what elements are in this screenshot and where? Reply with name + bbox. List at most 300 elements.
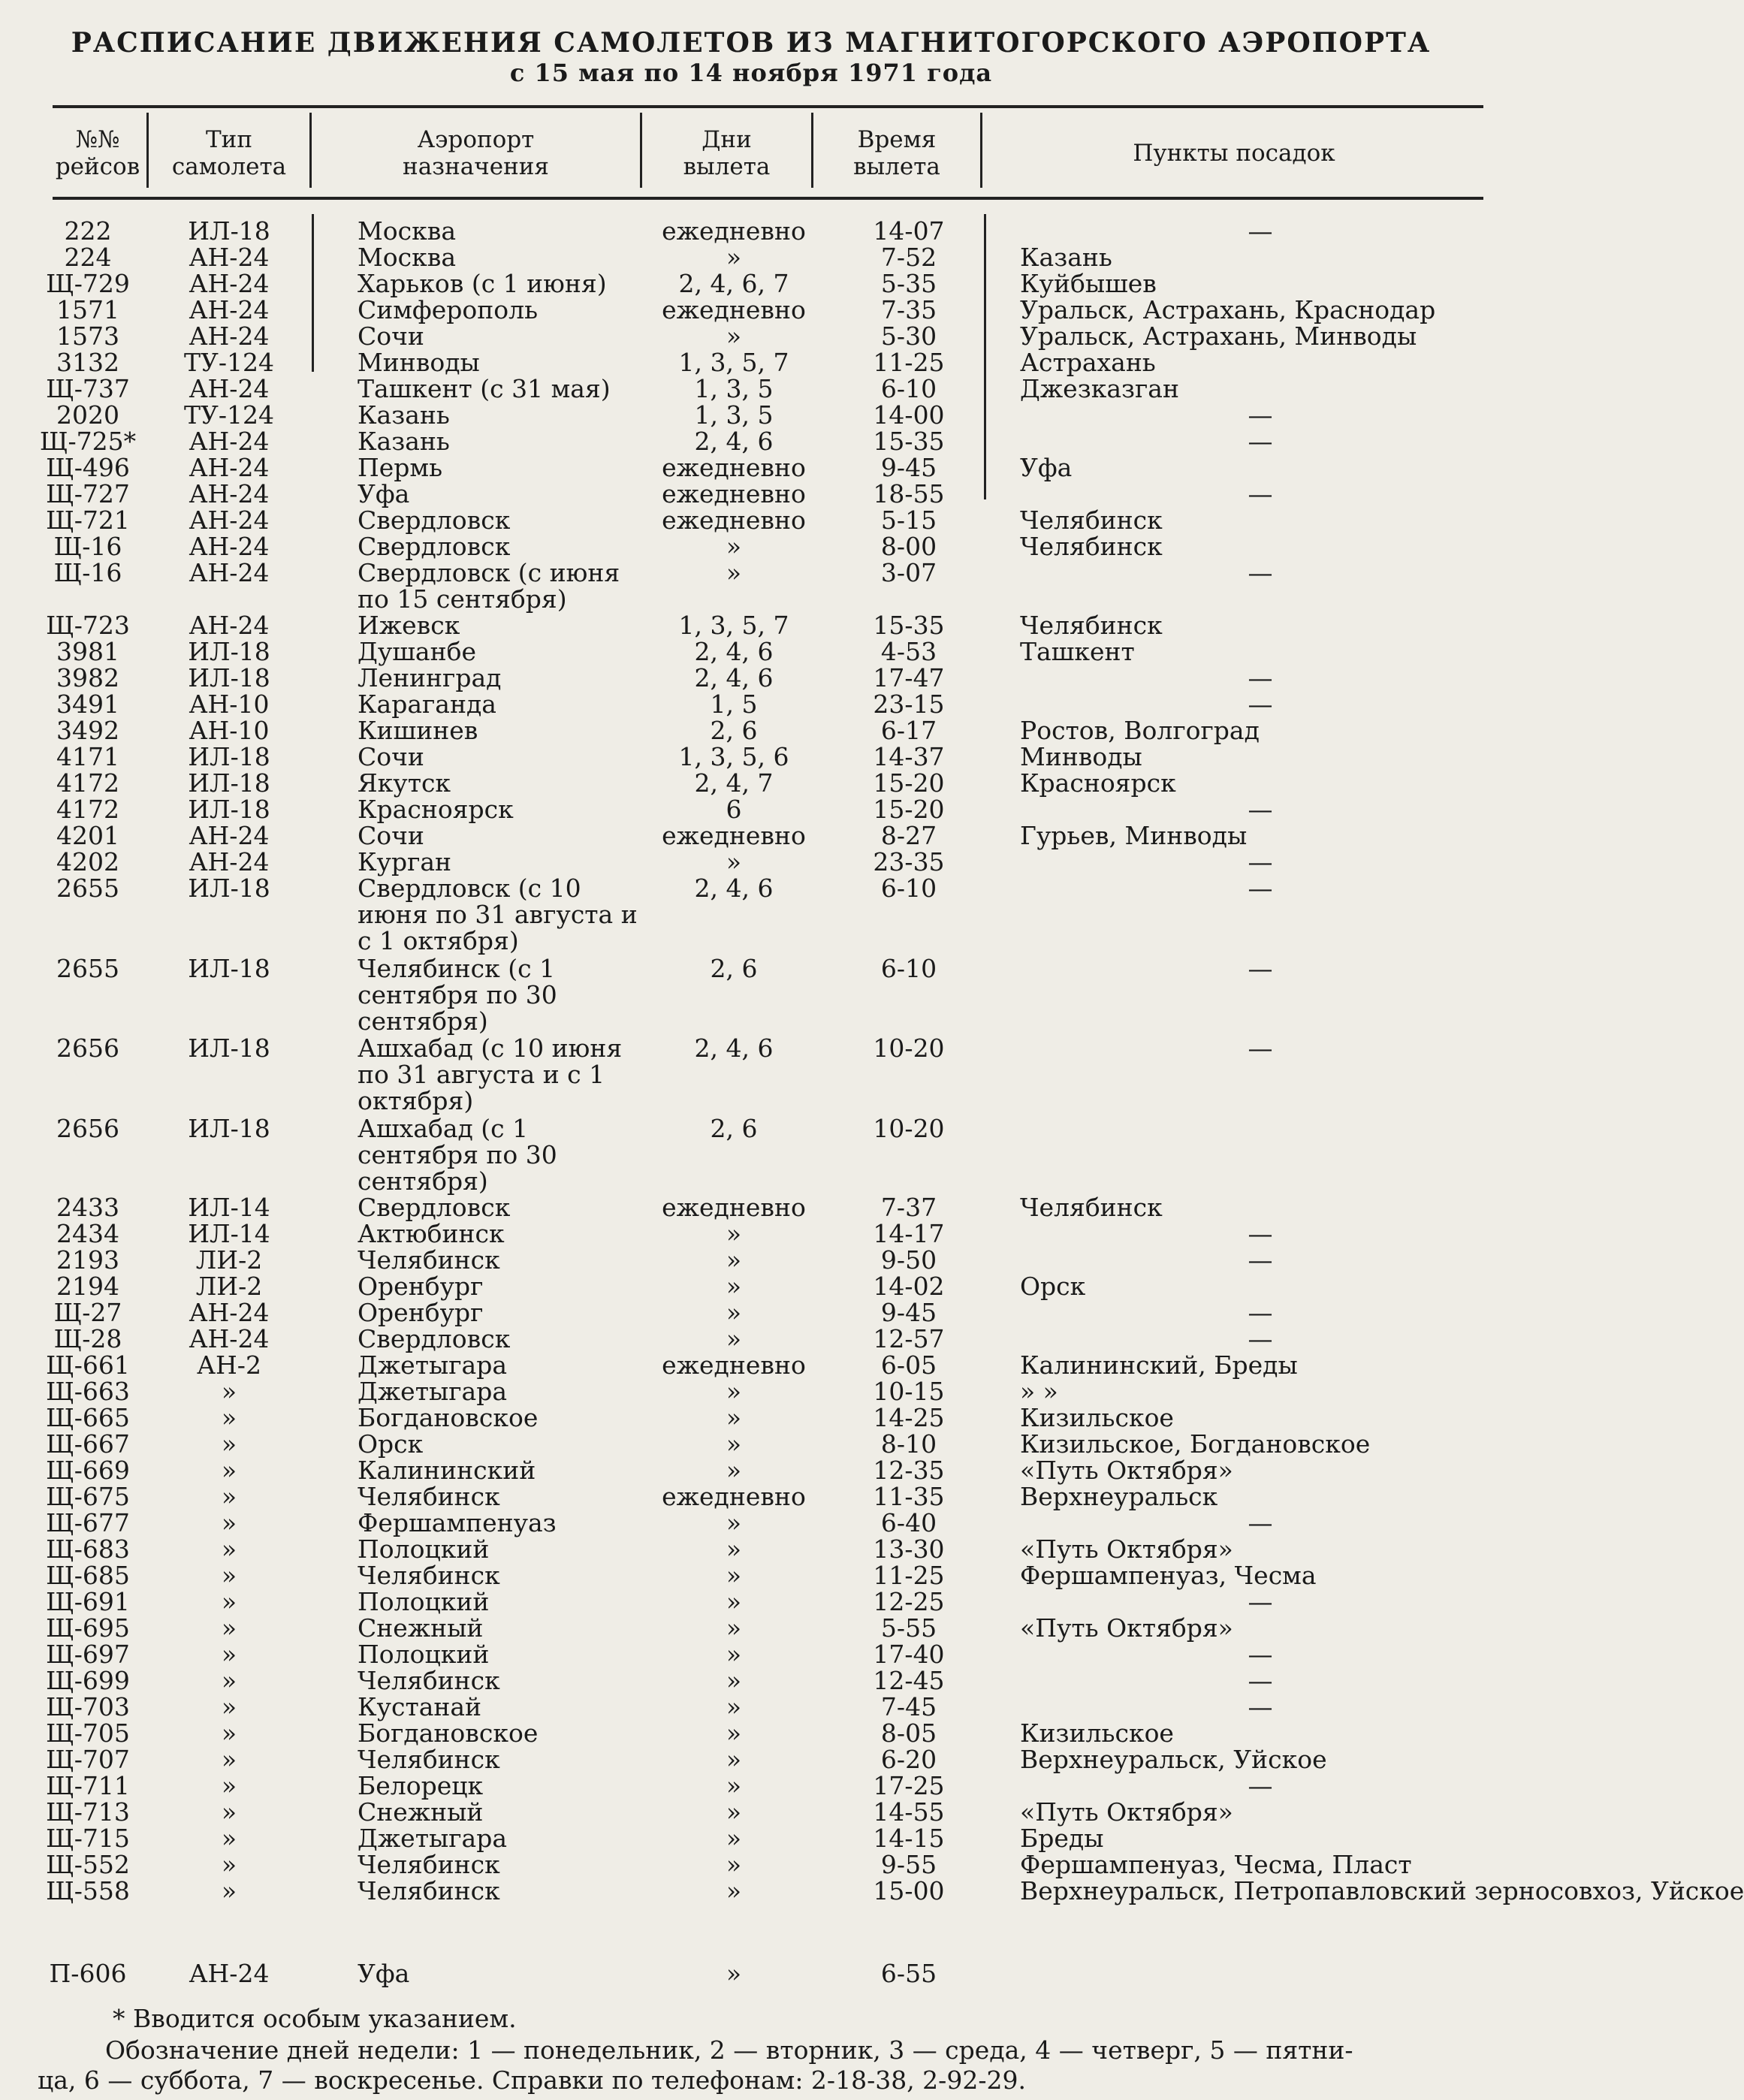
cell-departure-time: 6-10 [880,873,937,903]
cell-departure-time: 17-40 [873,1640,945,1669]
cell-departure-days: 2, 4, 7 [694,768,774,798]
cell-stops: — [1248,1219,1273,1248]
cell-destination: Джетыгара [358,1350,507,1380]
cell-departure-time: 14-37 [873,742,945,771]
cell-departure-time: 8-27 [880,821,937,850]
cell-destination: Красноярск [358,795,514,824]
cell-flight-number: Щ-737 [46,374,130,403]
cell-aircraft-type: АН-24 [189,1298,270,1327]
cell-departure-days: ежедневно [662,1350,806,1380]
cell-departure-time: 17-25 [873,1771,945,1800]
cell-stops: Минводы [1020,742,1142,771]
cell-aircraft-type: ИЛ-18 [188,954,270,983]
cell-stops: «Путь Октября» [1020,1534,1233,1564]
cell-flight-number: 4172 [56,795,119,824]
cell-departure-days: » [726,1508,742,1537]
cell-departure-time: 6-05 [880,1350,937,1380]
cell-flight-number: Щ-711 [46,1771,130,1800]
cell-flight-number: Щ-27 [53,1298,122,1327]
cell-flight-number: Щ-16 [53,532,122,561]
cell-flight-number: Щ-691 [46,1587,130,1616]
cell-destination: Челябинск [358,1666,500,1695]
cell-aircraft-type: АН-24 [189,243,270,272]
cell-destination: Калининский [358,1456,536,1485]
cell-aircraft-type: АН-24 [189,374,270,403]
cell-departure-time: 10-20 [873,1033,945,1063]
cell-aircraft-type: ИЛ-14 [188,1219,270,1248]
cell-departure-days: ежедневно [662,1482,806,1511]
header-top-rule [53,105,1483,108]
cell-departure-days: 1, 3, 5, 7 [678,611,789,640]
cell-aircraft-type: » [221,1797,237,1827]
cell-departure-time: 7-52 [880,243,937,272]
cell-departure-days: ежедневно [662,1193,806,1222]
cell-flight-number: Щ-703 [46,1692,130,1721]
cell-departure-days: 2, 4, 6 [694,1033,774,1063]
cell-stops: — [1248,795,1273,824]
cell-destination: Казань [358,427,450,456]
cell-stops: Красноярск [1020,768,1176,798]
cell-flight-number: 4172 [56,768,119,798]
cell-departure-time: 6-20 [880,1745,937,1774]
cell-flight-number: 3982 [56,663,119,692]
cell-stops: Верхнеуральск, Уйское [1020,1745,1327,1774]
cell-departure-time: 6-55 [880,1959,937,1988]
cell-flight-number: Щ-28 [53,1324,122,1353]
cell-flight-number: Щ-695 [46,1613,130,1643]
cell-flight-number: Щ-661 [46,1350,130,1380]
cell-flight-number: 224 [64,243,112,272]
cell-departure-time: 6-40 [880,1508,937,1537]
cell-aircraft-type: » [221,1377,237,1406]
cell-aircraft-type: АН-24 [189,269,270,298]
page-title: РАСПИСАНИЕ ДВИЖЕНИЯ САМОЛЕТОВ ИЗ МАГНИТОГОРСКОГО АЭРОПОРТА [71,27,1432,59]
cell-stops: Кизильское, Богдановское [1020,1429,1371,1459]
cell-aircraft-type: АН-10 [189,689,270,719]
cell-aircraft-type: ТУ-124 [184,400,274,430]
cell-stops: «Путь Октября» [1020,1456,1233,1485]
cell-flight-number: 1571 [56,295,119,324]
cell-aircraft-type: » [221,1718,237,1748]
cell-departure-days: 1, 5 [710,689,758,719]
cell-aircraft-type: ИЛ-14 [188,1193,270,1222]
cell-aircraft-type: АН-2 [197,1350,261,1380]
cell-departure-days: ежедневно [662,821,806,850]
cell-stops: » » [1020,1377,1058,1406]
cell-departure-time: 23-35 [873,847,945,877]
cell-flight-number: Щ-665 [46,1403,130,1432]
cell-aircraft-type: » [221,1561,237,1590]
cell-stops: Фершампенуаз, Чесма [1020,1561,1317,1590]
cell-flight-number: Щ-675 [46,1482,130,1511]
cell-departure-days: » [726,1561,742,1590]
cell-departure-time: 7-45 [880,1692,937,1721]
cell-departure-time: 12-57 [873,1324,945,1353]
cell-destination: Москва [358,243,457,272]
cell-destination: Челябинск [358,1876,500,1905]
cell-flight-number: Щ-677 [46,1508,130,1537]
cell-departure-time: 8-10 [880,1429,937,1459]
cell-stops: — [1248,400,1273,430]
cell-departure-days: » [726,1324,742,1353]
cell-aircraft-type: ИЛ-18 [188,873,270,903]
cell-destination: Полоцкий [358,1534,490,1564]
cell-stops: Гурьев, Минводы [1020,821,1248,850]
cell-departure-time: 15-35 [873,611,945,640]
cell-aircraft-type: » [221,1640,237,1669]
cell-stops: — [1248,216,1273,246]
cell-departure-time: 14-17 [873,1219,945,1248]
cell-destination: Полоцкий [358,1587,490,1616]
cell-departure-days: » [726,1692,742,1721]
cell-destination: Сочи [358,321,424,351]
cell-aircraft-type: » [221,1824,237,1853]
cell-departure-days: 6 [726,795,742,824]
cell-destination: Уфа [358,1959,410,1988]
cell-flight-number: 2194 [56,1272,119,1301]
cell-flight-number: Щ-723 [46,611,130,640]
cell-destination: Фершампенуаз [358,1508,557,1537]
cell-destination: Джетыгара [358,1377,507,1406]
cell-flight-number: 3981 [56,637,119,666]
cell-destination: Челябинск [358,1745,500,1774]
cell-departure-time: 12-25 [873,1587,945,1616]
cell-departure-days: » [726,1298,742,1327]
cell-stops: — [1248,427,1273,456]
cell-destination: Ашхабад (с 1 сентября по 30 сентября) [358,1114,557,1196]
cell-destination: Богдановское [358,1718,539,1748]
cell-aircraft-type: » [221,1613,237,1643]
cell-aircraft-type: АН-24 [189,1959,270,1988]
cell-stops: Челябинск [1020,505,1163,535]
cell-departure-days: » [726,1377,742,1406]
cell-flight-number: 3132 [56,348,119,377]
cell-destination: Свердловск [358,532,511,561]
cell-departure-days: » [726,1959,742,1988]
cell-aircraft-type: » [221,1666,237,1695]
cell-stops: Кизильское [1020,1403,1174,1432]
cell-destination: Харьков (с 1 июня) [358,269,607,298]
cell-departure-time: 5-35 [880,269,937,298]
cell-departure-time: 23-15 [873,689,945,719]
cell-flight-number: Щ-697 [46,1640,130,1669]
cell-stops: — [1248,1508,1273,1537]
cell-departure-time: 5-30 [880,321,937,351]
cell-aircraft-type: » [221,1429,237,1459]
cell-aircraft-type: АН-24 [189,479,270,508]
cell-departure-time: 13-30 [873,1534,945,1564]
cell-departure-time: 5-15 [880,505,937,535]
cell-departure-time: 14-00 [873,400,945,430]
cell-destination: Кишинев [358,716,478,745]
cell-aircraft-type: ИЛ-18 [188,216,270,246]
cell-flight-number: Щ-715 [46,1824,130,1853]
cell-destination: Уфа [358,479,410,508]
cell-aircraft-type: ИЛ-18 [188,1114,270,1143]
cell-destination: Свердловск [358,1193,511,1222]
cell-departure-time: 9-50 [880,1245,937,1275]
cell-departure-days: » [726,847,742,877]
cell-flight-number: 1573 [56,321,119,351]
cell-departure-days: » [726,1272,742,1301]
header-aircraft-type: Тип самолета [171,126,287,180]
cell-stops: Ростов, Волгоград [1020,716,1260,745]
cell-stops: Уральск, Астрахань, Минводы [1020,321,1417,351]
cell-departure-days: » [726,1718,742,1748]
cell-aircraft-type: АН-24 [189,295,270,324]
cell-departure-time: 14-55 [873,1797,945,1827]
cell-stops: Верхнеуральск, Петропавловский зерносовхоз, Уйское [1020,1876,1744,1905]
cell-flight-number: 2193 [56,1245,119,1275]
cell-departure-days: » [726,321,742,351]
cell-aircraft-type: ИЛ-18 [188,768,270,798]
cell-flight-number: Щ-705 [46,1718,130,1748]
cell-departure-days: 1, 3, 5 [694,400,774,430]
cell-flight-number: Щ-552 [46,1850,130,1879]
cell-flight-number: Щ-725* [39,427,137,456]
cell-destination: Ташкент (с 31 мая) [358,374,611,403]
cell-departure-days: 2, 4, 6 [694,873,774,903]
cell-departure-days: » [726,1640,742,1669]
cell-destination: Ашхабад (с 10 июня по 31 августа и с 1 октября) [358,1033,623,1115]
cell-stops: — [1248,1692,1273,1721]
cell-stops: Казань [1020,243,1112,272]
cell-stops: «Путь Октября» [1020,1613,1233,1643]
cell-destination: Челябинск (с 1 сентября по 30 сентября) [358,954,557,1036]
cell-departure-time: 11-35 [873,1482,945,1511]
cell-departure-days: » [726,1429,742,1459]
cell-aircraft-type: » [221,1482,237,1511]
cell-destination: Челябинск [358,1850,500,1879]
cell-stops: — [1248,479,1273,508]
cell-departure-days: 1, 3, 5, 6 [678,742,789,771]
cell-stops: Уфа [1020,453,1073,482]
cell-departure-time: 9-55 [880,1850,937,1879]
cell-departure-days: 2, 6 [710,716,758,745]
cell-departure-time: 8-00 [880,532,937,561]
cell-aircraft-type: АН-10 [189,716,270,745]
cell-destination: Белорецк [358,1771,484,1800]
cell-stops: — [1248,689,1273,719]
cell-stops: Челябинск [1020,611,1163,640]
cell-stops: Калининский, Бреды [1020,1350,1298,1380]
cell-aircraft-type: ИЛ-18 [188,742,270,771]
cell-departure-time: 14-02 [873,1272,945,1301]
cell-stops: Бреды [1020,1824,1104,1853]
cell-flight-number: 2656 [56,1033,119,1063]
cell-aircraft-type: ЛИ-2 [195,1245,263,1275]
page-subtitle: с 15 мая по 14 ноября 1971 года [509,59,993,87]
cell-destination: Челябинск [358,1482,500,1511]
header-stops: Пункты посадок [1133,140,1335,167]
cell-departure-days: » [726,1587,742,1616]
cell-destination: Пермь [358,453,443,482]
cell-departure-days: » [726,1771,742,1800]
cell-departure-days: 2, 4, 6, 7 [678,269,789,298]
cell-destination: Челябинск [358,1561,500,1590]
cell-departure-days: » [726,1745,742,1774]
cell-aircraft-type: ИЛ-18 [188,795,270,824]
cell-departure-time: 18-55 [873,479,945,508]
cell-departure-days: » [726,1219,742,1248]
cell-destination: Якутск [358,768,451,798]
cell-departure-time: 11-25 [873,1561,945,1590]
cell-aircraft-type: » [221,1771,237,1800]
cell-flight-number: Щ-558 [46,1876,130,1905]
cell-aircraft-type: АН-24 [189,453,270,482]
cell-destination: Свердловск [358,505,511,535]
cell-destination: Челябинск [358,1245,500,1275]
cell-aircraft-type: » [221,1876,237,1905]
cell-flight-number: 2434 [56,1219,119,1248]
cell-stops: Верхнеуральск [1020,1482,1218,1511]
cell-destination: Караганда [358,689,496,719]
cell-stops: — [1248,1666,1273,1695]
header-flight-number: №№ рейсов [55,126,140,180]
cell-aircraft-type: АН-24 [189,321,270,351]
cell-departure-time: 3-07 [880,558,937,587]
cell-departure-time: 15-20 [873,795,945,824]
cell-flight-number: 222 [64,216,112,246]
cell-flight-number: 2656 [56,1114,119,1143]
cell-destination: Джетыгара [358,1824,507,1853]
cell-aircraft-type: ТУ-124 [184,348,274,377]
cell-destination: Снежный [358,1797,484,1827]
cell-destination: Ленинград [358,663,502,692]
cell-aircraft-type: » [221,1403,237,1432]
cell-stops: — [1248,1640,1273,1669]
cell-aircraft-type: АН-24 [189,821,270,850]
cell-stops: Куйбышев [1020,269,1157,298]
cell-aircraft-type: ИЛ-18 [188,637,270,666]
table-column-rule [312,214,314,372]
cell-departure-time: 4-53 [880,637,937,666]
cell-destination: Минводы [358,348,480,377]
cell-destination: Душанбе [358,637,476,666]
cell-destination: Свердловск [358,1324,511,1353]
cell-flight-number: 4171 [56,742,119,771]
cell-destination: Оренбург [358,1298,484,1327]
cell-stops: Кизильское [1020,1718,1174,1748]
cell-flight-number: Щ-707 [46,1745,130,1774]
cell-flight-number: Щ-683 [46,1534,130,1564]
cell-departure-time: 6-10 [880,374,937,403]
cell-flight-number: Щ-496 [46,453,130,482]
cell-stops: Челябинск [1020,532,1163,561]
cell-stops: Джезказган [1020,374,1179,403]
cell-stops: — [1248,1245,1273,1275]
cell-aircraft-type: АН-24 [189,1324,270,1353]
cell-departure-time: 14-25 [873,1403,945,1432]
cell-stops: — [1248,1771,1273,1800]
cell-stops: — [1248,873,1273,903]
cell-departure-days: » [726,1534,742,1564]
cell-destination: Актюбинск [358,1219,505,1248]
cell-departure-days: » [726,1613,742,1643]
cell-departure-days: » [726,1797,742,1827]
cell-departure-time: 6-17 [880,716,937,745]
cell-departure-days: ежедневно [662,505,806,535]
header-bottom-rule [53,197,1483,200]
cell-flight-number: П-606 [49,1959,127,1988]
cell-departure-days: 1, 3, 5, 7 [678,348,789,377]
cell-flight-number: 4201 [56,821,119,850]
cell-destination: Свердловск (с июня по 15 сентября) [358,558,620,614]
cell-stops: Уральск, Астрахань, Краснодар [1020,295,1436,324]
cell-departure-time: 5-55 [880,1613,937,1643]
cell-stops: Астрахань [1020,348,1156,377]
cell-flight-number: 4202 [56,847,119,877]
cell-destination: Курган [358,847,452,877]
cell-destination: Сочи [358,821,424,850]
cell-departure-time: 7-37 [880,1193,937,1222]
cell-flight-number: 3491 [56,689,119,719]
cell-departure-days: 1, 3, 5 [694,374,774,403]
cell-departure-days: ежедневно [662,479,806,508]
cell-destination: Оренбург [358,1272,484,1301]
cell-departure-time: 10-20 [873,1114,945,1143]
cell-flight-number: Щ-713 [46,1797,130,1827]
cell-departure-time: 11-25 [873,348,945,377]
cell-departure-days: » [726,1876,742,1905]
cell-flight-number: Щ-729 [46,269,130,298]
cell-departure-days: » [726,1245,742,1275]
cell-flight-number: 2655 [56,954,119,983]
cell-departure-time: 15-35 [873,427,945,456]
cell-stops: «Путь Октября» [1020,1797,1233,1827]
cell-flight-number: Щ-667 [46,1429,130,1459]
cell-stops: — [1248,1033,1273,1063]
cell-departure-time: 6-10 [880,954,937,983]
days-legend-line-2: ца, 6 — суббота, 7 — воскресенье. Справки по телефонам: 2-18-38, 2-92-29. [38,2065,1026,2095]
cell-departure-days: 2, 4, 6 [694,663,774,692]
days-legend-line-1: Обозначение дней недели: 1 — понедельник, 2 — вторник, 3 — среда, 4 — четверг, 5 — пятни- [105,2035,1353,2065]
cell-aircraft-type: » [221,1587,237,1616]
header-departure-days: Дни вылета [683,126,771,180]
cell-destination: Симферополь [358,295,539,324]
cell-aircraft-type: » [221,1692,237,1721]
cell-departure-time: 15-20 [873,768,945,798]
cell-destination: Богдановское [358,1403,539,1432]
cell-stops: — [1248,954,1273,983]
cell-departure-days: ежедневно [662,295,806,324]
cell-flight-number: 2433 [56,1193,119,1222]
cell-departure-days: » [726,1824,742,1853]
cell-stops: — [1248,1298,1273,1327]
cell-aircraft-type: АН-24 [189,611,270,640]
cell-departure-time: 8-05 [880,1718,937,1748]
cell-stops: — [1248,663,1273,692]
cell-aircraft-type: АН-24 [189,505,270,535]
cell-aircraft-type: ИЛ-18 [188,1033,270,1063]
cell-departure-days: ежедневно [662,453,806,482]
cell-aircraft-type: АН-24 [189,558,270,587]
cell-aircraft-type: » [221,1850,237,1879]
cell-destination: Сочи [358,742,424,771]
cell-aircraft-type: ЛИ-2 [195,1272,263,1301]
cell-departure-time: 12-35 [873,1456,945,1485]
cell-departure-days: 2, 6 [710,954,758,983]
cell-departure-time: 7-35 [880,295,937,324]
header-destination: Аэропорт назначения [403,126,549,180]
cell-aircraft-type: ИЛ-18 [188,663,270,692]
cell-stops: Фершампенуаз, Чесма, Пласт [1020,1850,1412,1879]
cell-flight-number: 2655 [56,873,119,903]
cell-flight-number: Щ-669 [46,1456,130,1485]
cell-departure-time: 12-45 [873,1666,945,1695]
cell-departure-time: 14-15 [873,1824,945,1853]
cell-destination: Полоцкий [358,1640,490,1669]
